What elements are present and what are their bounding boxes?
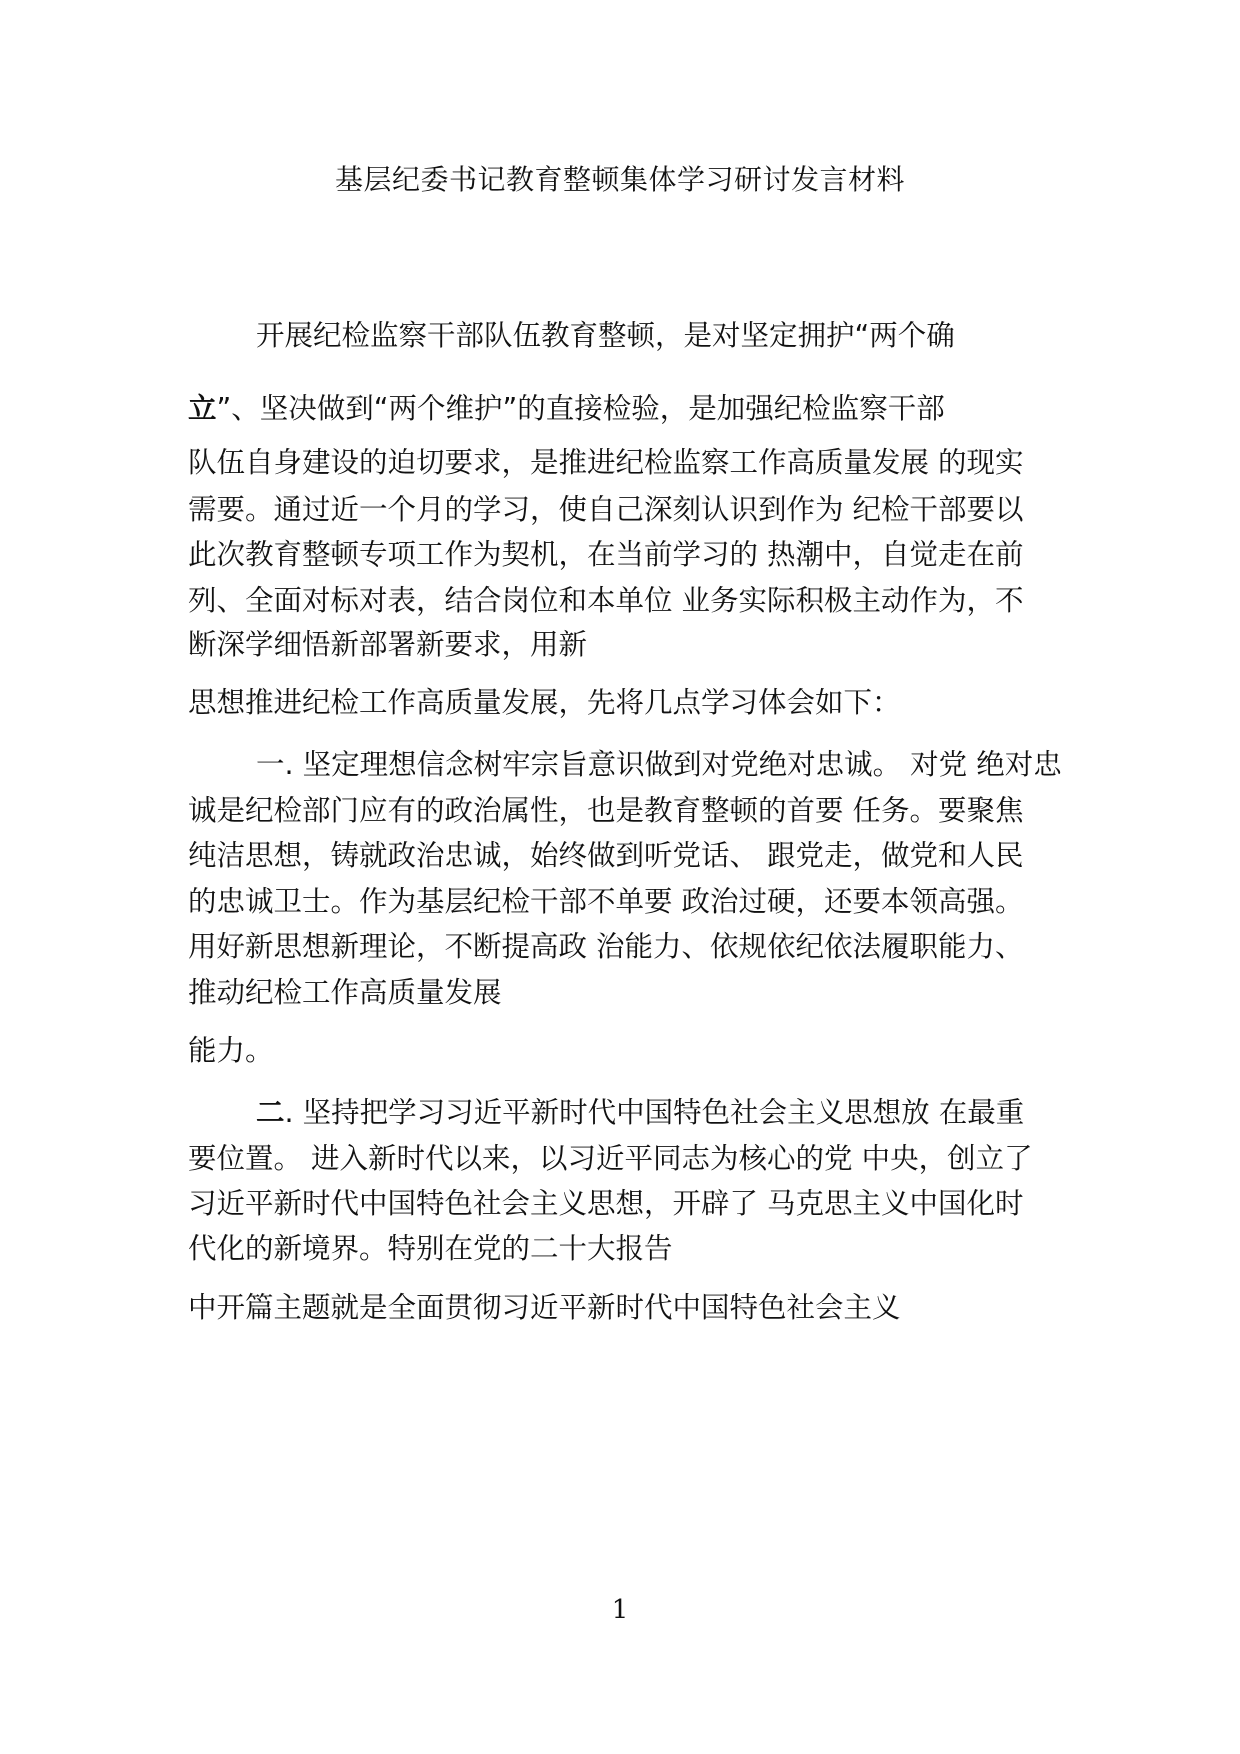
paragraph-line: 能力。 [188,1034,274,1067]
paragraph-line: 思想推进纪检工作高质量发展，先将几点学习体会如下： [188,686,901,719]
paragraph-text: . 坚持把学习习近平新时代中国特色社会主义思想放 在最重 [284,1096,1025,1129]
paragraph-line [188,389,945,429]
paragraph-line: 诚是纪检部门应有的政治属性，也是教育整顿的首要 任务。要聚焦 [188,794,1024,827]
paragraph-line: 习近平新时代中国特色社会主义思想，开辟了 马克思主义中国化时 [188,1187,1024,1220]
document-title: 基层纪委书记教育整顿集体学习研讨发言材料 [334,163,905,196]
page-number: 1 [611,1595,629,1625]
bold-char: 二 [256,1096,285,1129]
paragraph-line: 队伍自身建设的迫切要求，是推进纪检监察工作高质量发展 的现实 [188,446,1024,479]
section-heading-line: 一. 坚定理想信念树牢宗旨意识做到对党绝对忠诚。 对党 绝对忠 [256,748,1062,781]
paragraph-line: 列、全面对标对表，结合岗位和本单位 业务实际积极主动作为，不 [188,584,1024,617]
paragraph-text: ”、坚决做到“两个维护”的直接检验，是加强纪检监察干部 [216,392,945,425]
paragraph-line: 代化的新境界。特别在党的二十大报告 [188,1232,673,1265]
paragraph-line: 中开篇主题就是全面贯彻习近平新时代中国特色社会主义 [188,1291,901,1324]
paragraph-line: 要位置。 进入新时代以来，以习近平同志为核心的党 中央，创立了 [188,1142,1033,1175]
paragraph-line: 开展纪检监察干部队伍教育整顿，是对坚定拥护“两个确 [256,319,955,352]
section-heading-line [256,1093,1024,1133]
paragraph-line: 此次教育整顿专项工作为契机，在当前学习的 热潮中，自觉走在前 [188,538,1024,571]
paragraph-line: 的忠诚卫士。作为基层纪检干部不单要 政治过硬，还要本领高强。 [188,885,1024,918]
paragraph-line: 断深学细悟新部署新要求，用新 [188,628,588,661]
paragraph-line: 用好新思想新理论，不断提高政 治能力、依规依纪依法履职能力、 [188,930,1024,963]
paragraph-line: 纯洁思想，铸就政治忠诚，始终做到听党话、 跟党走，做党和人民 [188,839,1024,872]
paragraph-line: 推动纪检工作高质量发展 [188,976,502,1009]
bold-char: 立 [188,392,217,425]
paragraph-line: 需要。通过近一个月的学习，使自己深刻认识到作为 纪检干部要以 [188,493,1024,526]
